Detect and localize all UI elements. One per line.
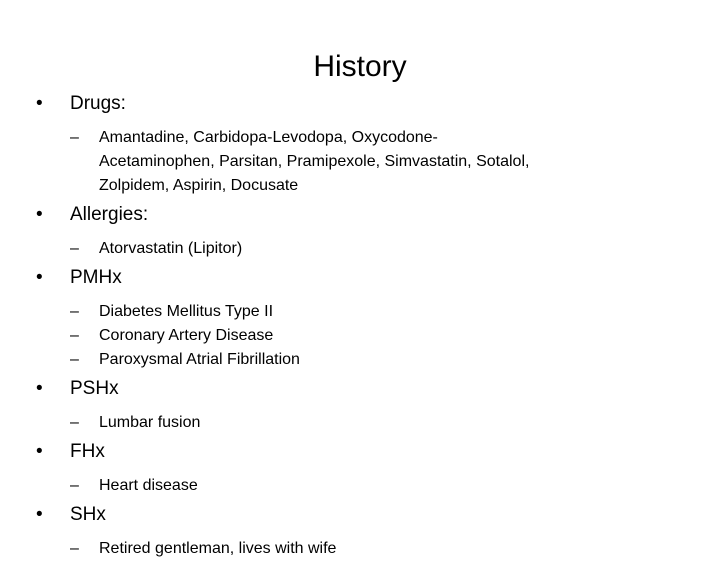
- sub-item: [70, 324, 686, 348]
- sub-list: [70, 237, 686, 261]
- sub-list: [70, 300, 686, 372]
- section-pshx: [36, 377, 686, 435]
- section-heading-text: PSHx: [70, 378, 119, 399]
- bullet-icon: •: [36, 504, 43, 525]
- sub-item-text: Paroxysmal Atrial Fibrillation: [99, 351, 300, 368]
- sub-item-text: Amantadine, Carbidopa-Levodopa, Oxycodone-Acetaminophen, Parsitan, Pramipexole, Simvastatin, Sotalol, Zolpidem, Aspirin, Docusate: [99, 129, 530, 194]
- section-heading: [36, 92, 686, 116]
- sub-list: [70, 126, 686, 198]
- section-heading-text: Allergies:: [70, 204, 149, 225]
- bullet-icon: •: [36, 441, 43, 462]
- sub-item: [70, 126, 686, 198]
- section-allergies: [36, 203, 686, 261]
- slide-content: [36, 92, 686, 566]
- bullet-icon: •: [36, 267, 43, 288]
- sub-item-text: Lumbar fusion: [99, 414, 201, 431]
- bullet-icon: •: [36, 378, 43, 399]
- sub-item-text: Coronary Artery Disease: [99, 327, 274, 344]
- sub-item: [70, 348, 686, 372]
- bullet-icon: •: [36, 93, 43, 114]
- sub-item-text: Retired gentleman, lives with wife: [99, 540, 337, 557]
- dash-icon: –: [70, 240, 79, 257]
- section-fhx: [36, 440, 686, 498]
- sub-item-text: Atorvastatin (Lipitor): [99, 240, 243, 257]
- sub-item: [70, 300, 686, 324]
- slide-title-text: History: [313, 50, 407, 83]
- section-heading: [36, 440, 686, 464]
- sub-item: [70, 537, 686, 561]
- dash-icon: –: [70, 303, 79, 320]
- bullet-icon: •: [36, 204, 43, 225]
- section-shx: [36, 503, 686, 561]
- dash-icon: –: [70, 351, 79, 368]
- section-heading: [36, 203, 686, 227]
- sub-item-text: Diabetes Mellitus Type II: [99, 303, 274, 320]
- sub-item: [70, 237, 686, 261]
- dash-icon: –: [70, 540, 79, 557]
- dash-icon: –: [70, 129, 79, 146]
- sub-item: [70, 411, 686, 435]
- dash-icon: –: [70, 327, 79, 344]
- section-heading-text: FHx: [70, 441, 105, 462]
- sub-item: [70, 474, 686, 498]
- section-pmhx: [36, 266, 686, 372]
- dash-icon: –: [70, 477, 79, 494]
- section-heading: [36, 266, 686, 290]
- section-heading: [36, 377, 686, 401]
- sub-item-text: Heart disease: [99, 477, 198, 494]
- sub-list: [70, 474, 686, 498]
- section-heading-text: SHx: [70, 504, 106, 525]
- sub-list: [70, 411, 686, 435]
- section-drugs: [36, 92, 686, 198]
- section-heading: [36, 503, 686, 527]
- sub-list: [70, 537, 686, 561]
- section-heading-text: PMHx: [70, 267, 122, 288]
- slide-title: [0, 49, 720, 85]
- section-heading-text: Drugs:: [70, 93, 126, 114]
- dash-icon: –: [70, 414, 79, 431]
